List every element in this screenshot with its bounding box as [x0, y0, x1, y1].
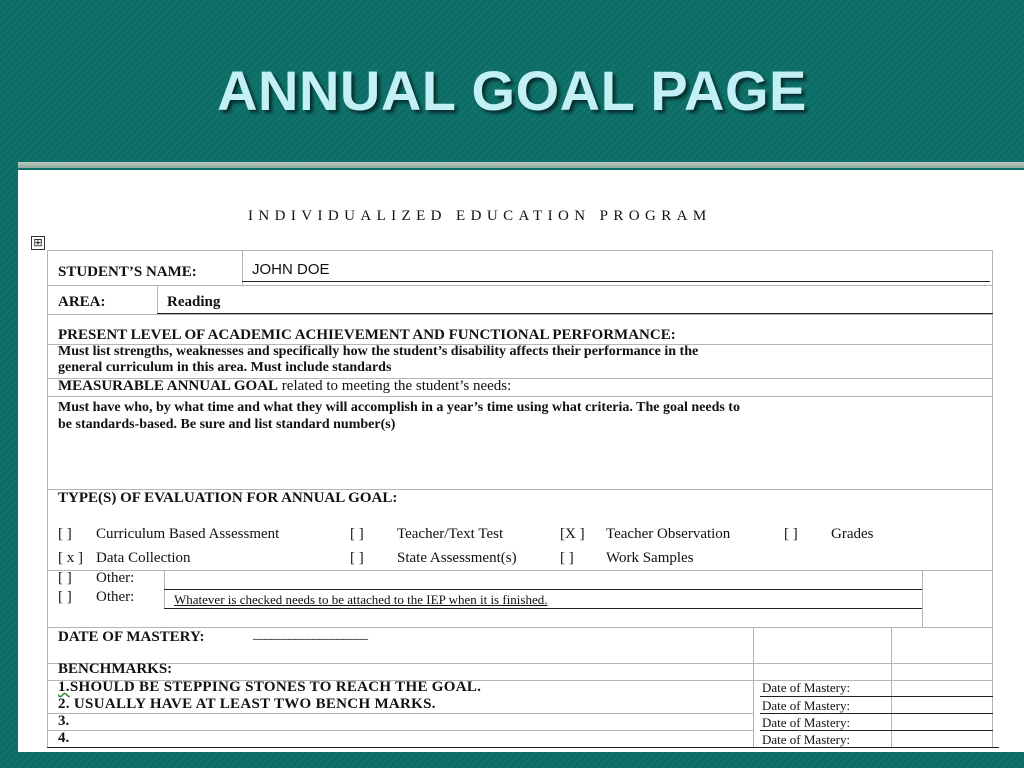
- slide-title: ANNUAL GOAL PAGE: [217, 59, 807, 122]
- annual-goal-heading: [58, 378, 511, 395]
- row-line: [47, 713, 753, 714]
- other-underline-2: [164, 608, 922, 609]
- eval-label-teacher-observation: Teacher Observation: [606, 526, 731, 542]
- benchmark-1-number: 1.: [58, 679, 70, 695]
- eval-label-data-collection: Data Collection: [96, 550, 191, 566]
- name-divider: [242, 250, 243, 285]
- eval-label-grades: Grades: [831, 526, 874, 542]
- row-line: [47, 663, 993, 664]
- table-border-left: [47, 250, 48, 748]
- benchmark-2-number: 2.: [58, 696, 70, 712]
- eval-label-teacher-test: Teacher/Text Test: [397, 526, 504, 542]
- benchmark-4-date-label: Date of Mastery:: [762, 732, 851, 747]
- other-label-1: Other:: [96, 570, 135, 586]
- date-of-mastery-label: DATE OF MASTERY:: [58, 629, 205, 645]
- benchmark-2-date-line: [760, 713, 993, 714]
- eval-checkbox-grades[interactable]: [ ]: [784, 526, 798, 542]
- eval-checkbox-data-collection[interactable]: [ x ]: [58, 550, 83, 566]
- other-label-2: Other:: [96, 589, 135, 605]
- benchmark-2: [58, 696, 436, 713]
- benchmarks-heading: BENCHMARKS:: [58, 661, 173, 677]
- benchmark-2-text: USUALLY HAVE AT LEAST TWO BENCH MARKS.: [73, 696, 436, 712]
- table-border-right: [992, 250, 993, 748]
- eval-checkbox-state-assessment[interactable]: [ ]: [350, 550, 364, 566]
- table-move-handle-icon[interactable]: ⊞: [31, 236, 45, 250]
- annual-goal-instructions-line2: be standards-based. Be sure and list standard number(s): [58, 417, 396, 432]
- benchmark-1-text: SHOULD BE STEPPING STONES TO REACH THE GOAL.: [69, 679, 482, 695]
- annual-goal-heading-bold: MEASURABLE ANNUAL GOAL: [58, 378, 279, 394]
- mastery-divider-2: [891, 627, 892, 747]
- benchmark-4: [58, 730, 69, 747]
- row-line: [47, 285, 993, 286]
- benchmark-3-number: 3.: [58, 713, 70, 729]
- eval-checkbox-teacher-test[interactable]: [ ]: [350, 526, 364, 542]
- row-line: [47, 627, 993, 628]
- other-divider-right: [922, 570, 923, 627]
- attach-note: Whatever is checked needs to be attached to the IEP when it is finished.: [174, 592, 548, 607]
- date-of-mastery-field[interactable]: ___________________: [253, 627, 367, 642]
- present-level-instructions-line2: general curriculum in this area. Must include standards: [58, 360, 392, 375]
- area-label: AREA:: [58, 294, 106, 310]
- student-name-label: STUDENT’S NAME:: [58, 264, 197, 280]
- eval-checkbox-teacher-observation[interactable]: [X ]: [560, 526, 585, 542]
- student-name-underline: [242, 281, 990, 282]
- present-level-instructions-line1: Must list strengths, weaknesses and specifically how the student’s disability affects their performance in the: [58, 344, 699, 359]
- area-divider: [157, 285, 158, 314]
- eval-label-work-samples: Work Samples: [606, 550, 694, 566]
- eval-label-curriculum: Curriculum Based Assessment: [96, 526, 280, 542]
- area-field[interactable]: Reading: [167, 294, 221, 310]
- student-name-field[interactable]: JOHN DOE: [252, 261, 330, 278]
- eval-checkbox-curriculum[interactable]: [ ]: [58, 526, 72, 542]
- eval-label-state-assessment: State Assessment(s): [397, 550, 517, 566]
- other-checkbox-2[interactable]: [ ]: [58, 589, 72, 605]
- row-line: [47, 730, 753, 731]
- annual-goal-instructions-line1: Must have who, by what time and what they will accomplish in a year’s time using what criteria. The goal needs to: [58, 400, 740, 415]
- benchmark-3-date-label: Date of Mastery:: [762, 715, 851, 730]
- other-underline-1: [164, 589, 922, 590]
- row-line: [47, 570, 993, 571]
- document-title: INDIVIDUALIZED EDUCATION PROGRAM: [248, 208, 712, 224]
- other-checkbox-1[interactable]: [ ]: [58, 570, 72, 586]
- evaluation-heading: TYPE(S) OF EVALUATION FOR ANNUAL GOAL:: [58, 490, 398, 506]
- present-level-heading: PRESENT LEVEL OF ACADEMIC ACHIEVEMENT AND FUNCTIONAL PERFORMANCE:: [58, 327, 676, 343]
- annual-goal-heading-rest: related to meeting the student’s needs:: [281, 378, 512, 394]
- benchmark-3-date-line: [760, 730, 993, 731]
- eval-checkbox-work-samples[interactable]: [ ]: [560, 550, 574, 566]
- table-border-bottom: [47, 747, 999, 748]
- benchmark-4-number: 4.: [58, 730, 70, 746]
- row-line: [47, 396, 993, 397]
- benchmark-1-date-label: Date of Mastery:: [762, 680, 851, 695]
- mastery-divider-1: [753, 627, 754, 747]
- row-line: [47, 314, 993, 315]
- benchmark-3: [58, 713, 69, 730]
- benchmark-2-date-label: Date of Mastery:: [762, 698, 851, 713]
- benchmark-1: [58, 679, 481, 696]
- title-divider: [18, 162, 1024, 168]
- table-border-top: [47, 250, 993, 251]
- benchmark-1-date-line: [760, 696, 993, 697]
